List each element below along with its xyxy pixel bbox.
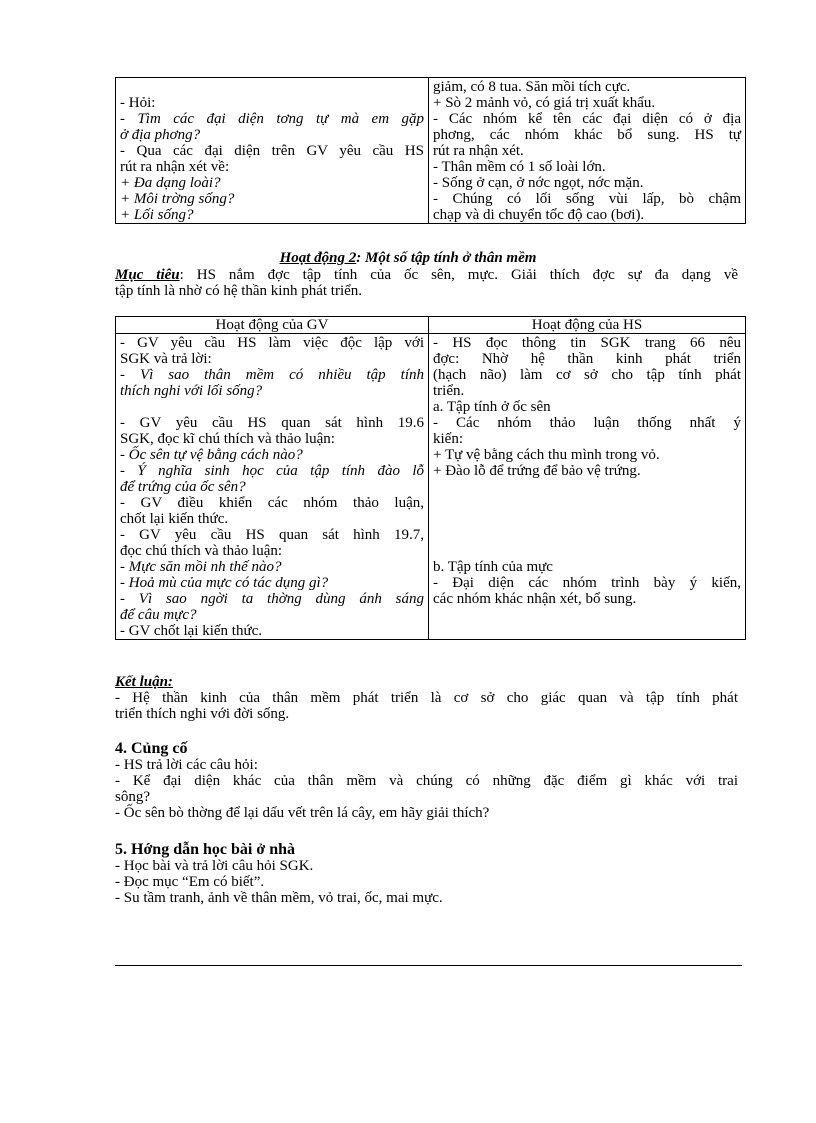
cell-line: đợc: Nhờ hệ thần kinh phát triển xyxy=(433,351,741,367)
conclusion-text: - Hệ thần kinh của thân mềm phát triển là cơ sở cho giác quan và tập tính phát xyxy=(115,690,738,706)
cell-line: + Môi trờng sống? xyxy=(120,191,235,207)
cell-line: - Thân mềm có 1 số loài lớn. xyxy=(433,159,606,175)
cell-line xyxy=(120,79,424,95)
section-4-line: sông? xyxy=(115,789,150,805)
goal-label: Mục tiêu xyxy=(115,267,180,283)
cell-line: + Tự vệ bằng cách thu mình trong vỏ. xyxy=(433,447,660,463)
cell-line: - GV yêu cầu HS quan sát hình 19.6 xyxy=(120,415,424,431)
header-student: Hoạt động của HS xyxy=(429,317,746,334)
cell-line: triển. xyxy=(433,383,465,399)
table-continued xyxy=(115,77,746,224)
cell-line: - Sống ở cạn, ở nớc ngọt, nớc mặn. xyxy=(433,175,644,191)
cell-line: - GV yêu cầu HS quan sát hình 19.7, xyxy=(120,527,424,543)
cell-line: để trứng của ốc sên? xyxy=(120,479,246,495)
cell-line: các nhóm khác nhận xét, bổ sung. xyxy=(433,591,637,607)
section-5-line: - Học bài và trả lời câu hỏi SGK. xyxy=(115,858,314,874)
cell-line: - Ốc sên tự vệ bằng cách nào? xyxy=(120,447,303,463)
cell-line: rút ra nhận xét về: xyxy=(120,159,230,175)
cell-line: - GV yêu cầu HS làm việc độc lập với xyxy=(120,335,424,351)
table-cell-teacher xyxy=(116,78,429,224)
table-cell-teacher xyxy=(116,334,429,640)
cell-line: - Hỏi: xyxy=(120,95,156,111)
cell-line: - Mực săn mồi nh thế nào? xyxy=(120,559,282,575)
activity2-goal xyxy=(115,267,738,299)
table-cell-student xyxy=(429,334,746,640)
cell-line xyxy=(433,543,741,559)
table-header-row xyxy=(116,317,746,334)
cell-line: - Qua các đại diện trên GV yêu cầu HS xyxy=(120,143,424,159)
cell-line: + Sò 2 mảnh vỏ, có giá trị xuất khẩu. xyxy=(433,95,656,111)
section-4 xyxy=(115,741,738,821)
footer-divider xyxy=(115,965,742,966)
cell-line: - Vì sao ngời ta thờng dùng ánh sáng xyxy=(120,591,424,607)
conclusion-label: Kết luận: xyxy=(115,674,173,690)
cell-line: (hạch não) làm cơ sở cho tập tính phát xyxy=(433,367,741,383)
cell-line: SGK và trả lời: xyxy=(120,351,212,367)
cell-line: chốt lại kiến thức. xyxy=(120,511,229,527)
cell-line: a. Tập tính ở ốc sên xyxy=(433,399,551,415)
section-4-line: - Ốc sên bò thờng để lại dấu vết trên lá cây, em hãy giải thích? xyxy=(115,805,490,821)
cell-line xyxy=(433,479,741,495)
cell-line: để câu mực? xyxy=(120,607,197,623)
cell-line: kiến: xyxy=(433,431,463,447)
cell-line: - HS đọc thông tin SGK trang 66 nêu xyxy=(433,335,741,351)
cell-line: - Ý nghĩa sinh học của tập tính đào lỗ xyxy=(120,463,424,479)
activity2-title xyxy=(0,250,816,266)
activity2-title-label: Hoạt động 2 xyxy=(279,250,357,266)
section-4-line: - HS trả lời các câu hỏi: xyxy=(115,757,258,773)
cell-line: - Các nhóm thảo luận thống nhất ý xyxy=(433,415,741,431)
table-row xyxy=(116,334,746,640)
cell-line xyxy=(120,399,424,415)
cell-line: - GV chốt lại kiến thức. xyxy=(120,623,262,639)
goal-text-2: tập tính là nhờ có hệ thần kinh phát triển. xyxy=(115,283,363,299)
cell-line: phơng, các nhóm khác bổ sung. HS tự xyxy=(433,127,741,143)
cell-line: rút ra nhận xét. xyxy=(433,143,524,159)
table-row xyxy=(116,78,746,224)
cell-line: - Vì sao thân mềm có nhiều tập tính xyxy=(120,367,424,383)
section-5-line: - Su tầm tranh, ảnh về thân mềm, vỏ trai, ốc, mai mực. xyxy=(115,890,443,906)
cell-line: giảm, có 8 tua. Săn mồi tích cực. xyxy=(433,79,631,95)
activity2-title-text: : Một số tập tính ở thân mềm xyxy=(356,250,537,266)
section-4-heading: 4. Củng cố xyxy=(115,740,188,757)
section-4-line: - Kể đại diện khác của thân mềm và chúng có những đặc điểm gì khác với trai xyxy=(115,773,738,789)
cell-line: b. Tập tính của mực xyxy=(433,559,553,575)
cell-line: + Đào lỗ để trứng để bảo vệ trứng. xyxy=(433,463,641,479)
cell-line xyxy=(433,511,741,527)
cell-line: - Hoả mù của mực có tác dụng gì? xyxy=(120,575,329,591)
cell-line: thích nghi với lối sống? xyxy=(120,383,263,399)
cell-line: chạp và di chuyển tốc độ cao (bơi). xyxy=(433,207,645,223)
activity-table xyxy=(115,316,746,640)
cell-line: - Tìm các đại diện tơng tự mà em gặp xyxy=(120,111,424,127)
cell-line: - Các nhóm kể tên các đại diện có ở địa xyxy=(433,111,741,127)
cell-line xyxy=(433,527,741,543)
cell-line: - Chúng có lối sống vùi lấp, bò chậm xyxy=(433,191,741,207)
cell-line: đọc chú thích và thảo luận: xyxy=(120,543,283,559)
header-teacher: Hoạt động của GV xyxy=(116,317,429,334)
goal-line xyxy=(115,267,738,283)
section-5 xyxy=(115,842,738,906)
cell-line: SGK, đọc kĩ chú thích và thảo luận: xyxy=(120,431,335,447)
conclusion xyxy=(115,674,738,722)
cell-line: ở địa phơng? xyxy=(120,127,201,143)
section-5-heading: 5. Hớng dẫn học bài ở nhà xyxy=(115,841,295,858)
section-5-line: - Đọc mục “Em có biết”. xyxy=(115,874,265,890)
cell-line xyxy=(433,495,741,511)
goal-text: : HS nắm đợc tập tính của ốc sên, mực. Giải thích đợc sự đa dạng về xyxy=(179,267,738,283)
conclusion-text-2: triển thích nghi với đời sống. xyxy=(115,706,290,722)
cell-line: + Đa dạng loài? xyxy=(120,175,221,191)
cell-line: - Đại diện các nhóm trình bày ý kiến, xyxy=(433,575,741,591)
table-cell-student xyxy=(429,78,746,224)
cell-line: + Lối sống? xyxy=(120,207,194,223)
cell-line: - GV điều khiển các nhóm thảo luận, xyxy=(120,495,424,511)
